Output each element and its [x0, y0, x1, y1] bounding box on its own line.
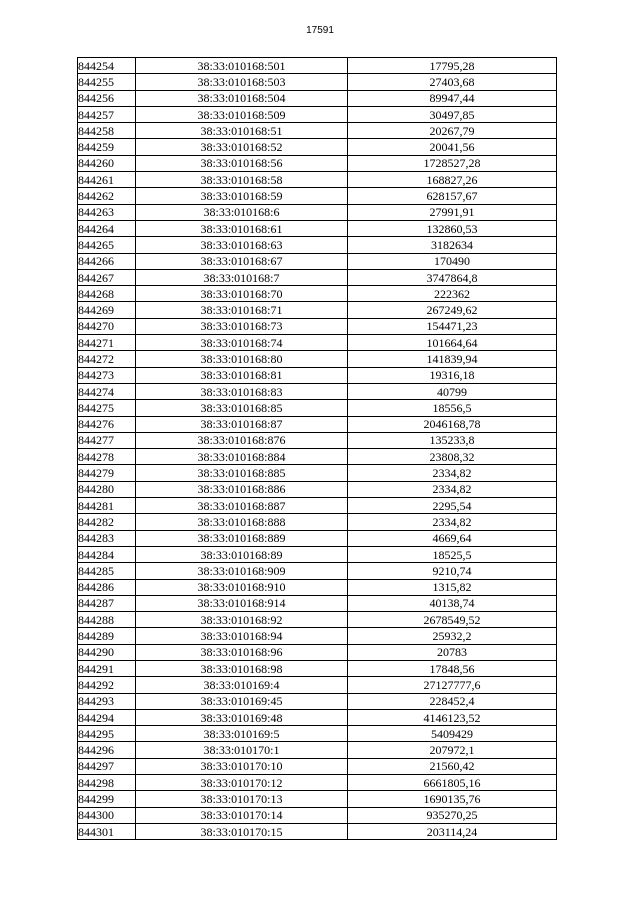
table-row — [78, 775, 557, 791]
row-number-cell: 844299 — [78, 791, 136, 807]
value-cell: 1728527,28 — [348, 155, 557, 171]
table-row — [78, 74, 557, 90]
cadastral-number-cell: 38:33:010170:12 — [136, 775, 348, 791]
value-cell: 2334,82 — [348, 514, 557, 530]
row-number-cell: 844284 — [78, 546, 136, 562]
table-row — [78, 335, 557, 351]
value-cell: 1315,82 — [348, 579, 557, 595]
cadastral-number-cell: 38:33:010168:885 — [136, 465, 348, 481]
row-number-cell: 844296 — [78, 742, 136, 758]
table-row — [78, 693, 557, 709]
cadastral-number-cell: 38:33:010169:4 — [136, 677, 348, 693]
cadastral-number-cell: 38:33:010168:59 — [136, 188, 348, 204]
cadastral-number-cell: 38:33:010168:7 — [136, 269, 348, 285]
row-number-cell: 844301 — [78, 823, 136, 839]
row-number-cell: 844280 — [78, 481, 136, 497]
cadastral-number-cell: 38:33:010168:87 — [136, 416, 348, 432]
row-number-cell: 844266 — [78, 253, 136, 269]
cadastral-number-cell: 38:33:010169:45 — [136, 693, 348, 709]
table-row — [78, 383, 557, 399]
cadastral-number-cell: 38:33:010170:15 — [136, 823, 348, 839]
table-row — [78, 546, 557, 562]
row-number-cell: 844288 — [78, 612, 136, 628]
row-number-cell: 844255 — [78, 74, 136, 90]
value-cell: 27991,91 — [348, 204, 557, 220]
value-cell: 6661805,16 — [348, 775, 557, 791]
table-row — [78, 644, 557, 660]
row-number-cell: 844298 — [78, 775, 136, 791]
value-cell: 935270,25 — [348, 807, 557, 823]
row-number-cell: 844258 — [78, 123, 136, 139]
table-row — [78, 807, 557, 823]
value-cell: 30497,85 — [348, 106, 557, 122]
table-row — [78, 318, 557, 334]
value-cell: 19316,18 — [348, 367, 557, 383]
cadastral-number-cell: 38:33:010170:14 — [136, 807, 348, 823]
row-number-cell: 844264 — [78, 220, 136, 236]
cadastral-number-cell: 38:33:010170:13 — [136, 791, 348, 807]
row-number-cell: 844276 — [78, 416, 136, 432]
table-body — [78, 58, 557, 840]
cadastral-number-cell: 38:33:010168:886 — [136, 481, 348, 497]
value-cell: 20783 — [348, 644, 557, 660]
cadastral-number-cell: 38:33:010170:1 — [136, 742, 348, 758]
cadastral-number-cell: 38:33:010168:73 — [136, 318, 348, 334]
cadastral-number-cell: 38:33:010168:6 — [136, 204, 348, 220]
row-number-cell: 844265 — [78, 237, 136, 253]
cadastral-number-cell: 38:33:010168:509 — [136, 106, 348, 122]
value-cell: 5409429 — [348, 726, 557, 742]
row-number-cell: 844256 — [78, 90, 136, 106]
row-number-cell: 844267 — [78, 269, 136, 285]
cadastral-number-cell: 38:33:010168:876 — [136, 432, 348, 448]
table-row — [78, 139, 557, 155]
cadastral-number-cell: 38:33:010168:71 — [136, 302, 348, 318]
value-cell: 207972,1 — [348, 742, 557, 758]
table-row — [78, 416, 557, 432]
row-number-cell: 844278 — [78, 449, 136, 465]
cadastral-number-cell: 38:33:010168:81 — [136, 367, 348, 383]
cadastral-number-cell: 38:33:010168:56 — [136, 155, 348, 171]
row-number-cell: 844257 — [78, 106, 136, 122]
value-cell: 20041,56 — [348, 139, 557, 155]
cadastral-number-cell: 38:33:010168:74 — [136, 335, 348, 351]
row-number-cell: 844277 — [78, 432, 136, 448]
table-row — [78, 709, 557, 725]
value-cell: 9210,74 — [348, 563, 557, 579]
row-number-cell: 844254 — [78, 58, 136, 74]
table-row — [78, 432, 557, 448]
row-number-cell: 844263 — [78, 204, 136, 220]
value-cell: 2678549,52 — [348, 612, 557, 628]
cadastral-number-cell: 38:33:010168:80 — [136, 351, 348, 367]
row-number-cell: 844262 — [78, 188, 136, 204]
table-row — [78, 595, 557, 611]
row-number-cell: 844268 — [78, 286, 136, 302]
value-cell: 2334,82 — [348, 465, 557, 481]
cadastral-number-cell: 38:33:010168:67 — [136, 253, 348, 269]
table-row — [78, 628, 557, 644]
value-cell: 27127777,6 — [348, 677, 557, 693]
row-number-cell: 844295 — [78, 726, 136, 742]
cadastral-number-cell: 38:33:010168:914 — [136, 595, 348, 611]
value-cell: 168827,26 — [348, 172, 557, 188]
value-cell: 18556,5 — [348, 400, 557, 416]
table-row — [78, 514, 557, 530]
table-row — [78, 612, 557, 628]
table-row — [78, 204, 557, 220]
row-number-cell: 844260 — [78, 155, 136, 171]
table-row — [78, 465, 557, 481]
cadastral-number-cell: 38:33:010168:503 — [136, 74, 348, 90]
value-cell: 4669,64 — [348, 530, 557, 546]
table-row — [78, 400, 557, 416]
table-row — [78, 742, 557, 758]
cadastral-number-cell: 38:33:010168:92 — [136, 612, 348, 628]
cadastral-number-cell: 38:33:010170:10 — [136, 758, 348, 774]
row-number-cell: 844297 — [78, 758, 136, 774]
table-row — [78, 302, 557, 318]
value-cell: 23808,32 — [348, 449, 557, 465]
cadastral-number-cell: 38:33:010168:884 — [136, 449, 348, 465]
cadastral-number-cell: 38:33:010168:887 — [136, 498, 348, 514]
value-cell: 89947,44 — [348, 90, 557, 106]
row-number-cell: 844285 — [78, 563, 136, 579]
table-row — [78, 253, 557, 269]
table-row — [78, 58, 557, 74]
cadastral-number-cell: 38:33:010168:83 — [136, 383, 348, 399]
value-cell: 2295,54 — [348, 498, 557, 514]
table-row — [78, 220, 557, 236]
value-cell: 222362 — [348, 286, 557, 302]
value-cell: 40138,74 — [348, 595, 557, 611]
row-number-cell: 844279 — [78, 465, 136, 481]
value-cell: 40799 — [348, 383, 557, 399]
row-number-cell: 844292 — [78, 677, 136, 693]
value-cell: 2334,82 — [348, 481, 557, 497]
cadastral-number-cell: 38:33:010168:888 — [136, 514, 348, 530]
cadastral-number-cell: 38:33:010168:51 — [136, 123, 348, 139]
table-row — [78, 791, 557, 807]
table-row — [78, 367, 557, 383]
cadastral-number-cell: 38:33:010168:58 — [136, 172, 348, 188]
row-number-cell: 844261 — [78, 172, 136, 188]
table-row — [78, 286, 557, 302]
row-number-cell: 844282 — [78, 514, 136, 530]
table-row — [78, 106, 557, 122]
value-cell: 27403,68 — [348, 74, 557, 90]
table-row — [78, 123, 557, 139]
cadastral-number-cell: 38:33:010168:61 — [136, 220, 348, 236]
table-row — [78, 90, 557, 106]
value-cell: 20267,79 — [348, 123, 557, 139]
row-number-cell: 844289 — [78, 628, 136, 644]
row-number-cell: 844273 — [78, 367, 136, 383]
row-number-cell: 844270 — [78, 318, 136, 334]
cadastral-number-cell: 38:33:010168:889 — [136, 530, 348, 546]
table-row — [78, 530, 557, 546]
row-number-cell: 844269 — [78, 302, 136, 318]
value-cell: 141839,94 — [348, 351, 557, 367]
table-row — [78, 155, 557, 171]
row-number-cell: 844271 — [78, 335, 136, 351]
cadastral-value-table — [77, 57, 557, 840]
table-row — [78, 660, 557, 676]
table-row — [78, 498, 557, 514]
value-cell: 267249,62 — [348, 302, 557, 318]
cadastral-number-cell: 38:33:010169:48 — [136, 709, 348, 725]
table-row — [78, 726, 557, 742]
value-cell: 18525,5 — [348, 546, 557, 562]
row-number-cell: 844283 — [78, 530, 136, 546]
value-cell: 17848,56 — [348, 660, 557, 676]
row-number-cell: 844286 — [78, 579, 136, 595]
table-row — [78, 823, 557, 839]
table-row — [78, 677, 557, 693]
cadastral-number-cell: 38:33:010168:89 — [136, 546, 348, 562]
value-cell: 1690135,76 — [348, 791, 557, 807]
row-number-cell: 844300 — [78, 807, 136, 823]
table-row — [78, 269, 557, 285]
value-cell: 628157,67 — [348, 188, 557, 204]
value-cell: 135233,8 — [348, 432, 557, 448]
value-cell: 25932,2 — [348, 628, 557, 644]
cadastral-number-cell: 38:33:010168:98 — [136, 660, 348, 676]
row-number-cell: 844290 — [78, 644, 136, 660]
cadastral-number-cell: 38:33:010168:85 — [136, 400, 348, 416]
row-number-cell: 844294 — [78, 709, 136, 725]
cadastral-number-cell: 38:33:010168:52 — [136, 139, 348, 155]
table-row — [78, 172, 557, 188]
row-number-cell: 844281 — [78, 498, 136, 514]
row-number-cell: 844259 — [78, 139, 136, 155]
table-row — [78, 579, 557, 595]
value-cell: 4146123,52 — [348, 709, 557, 725]
cadastral-number-cell: 38:33:010168:909 — [136, 563, 348, 579]
row-number-cell: 844275 — [78, 400, 136, 416]
row-number-cell: 844293 — [78, 693, 136, 709]
value-cell: 170490 — [348, 253, 557, 269]
row-number-cell: 844291 — [78, 660, 136, 676]
value-cell: 17795,28 — [348, 58, 557, 74]
row-number-cell: 844272 — [78, 351, 136, 367]
value-cell: 2046168,78 — [348, 416, 557, 432]
table-row — [78, 237, 557, 253]
table-row — [78, 758, 557, 774]
cadastral-number-cell: 38:33:010168:96 — [136, 644, 348, 660]
cadastral-number-cell: 38:33:010169:5 — [136, 726, 348, 742]
value-cell: 3747864,8 — [348, 269, 557, 285]
value-cell: 203114,24 — [348, 823, 557, 839]
value-cell: 228452,4 — [348, 693, 557, 709]
cadastral-number-cell: 38:33:010168:501 — [136, 58, 348, 74]
value-cell: 21560,42 — [348, 758, 557, 774]
cadastral-number-cell: 38:33:010168:70 — [136, 286, 348, 302]
table-row — [78, 351, 557, 367]
page-number: 17591 — [306, 25, 334, 36]
table-row — [78, 188, 557, 204]
table-row — [78, 449, 557, 465]
value-cell: 3182634 — [348, 237, 557, 253]
row-number-cell: 844287 — [78, 595, 136, 611]
table-row — [78, 563, 557, 579]
cadastral-number-cell: 38:33:010168:910 — [136, 579, 348, 595]
row-number-cell: 844274 — [78, 383, 136, 399]
cadastral-number-cell: 38:33:010168:63 — [136, 237, 348, 253]
cadastral-number-cell: 38:33:010168:504 — [136, 90, 348, 106]
value-cell: 132860,53 — [348, 220, 557, 236]
value-cell: 154471,23 — [348, 318, 557, 334]
cadastral-number-cell: 38:33:010168:94 — [136, 628, 348, 644]
table-row — [78, 481, 557, 497]
value-cell: 101664,64 — [348, 335, 557, 351]
